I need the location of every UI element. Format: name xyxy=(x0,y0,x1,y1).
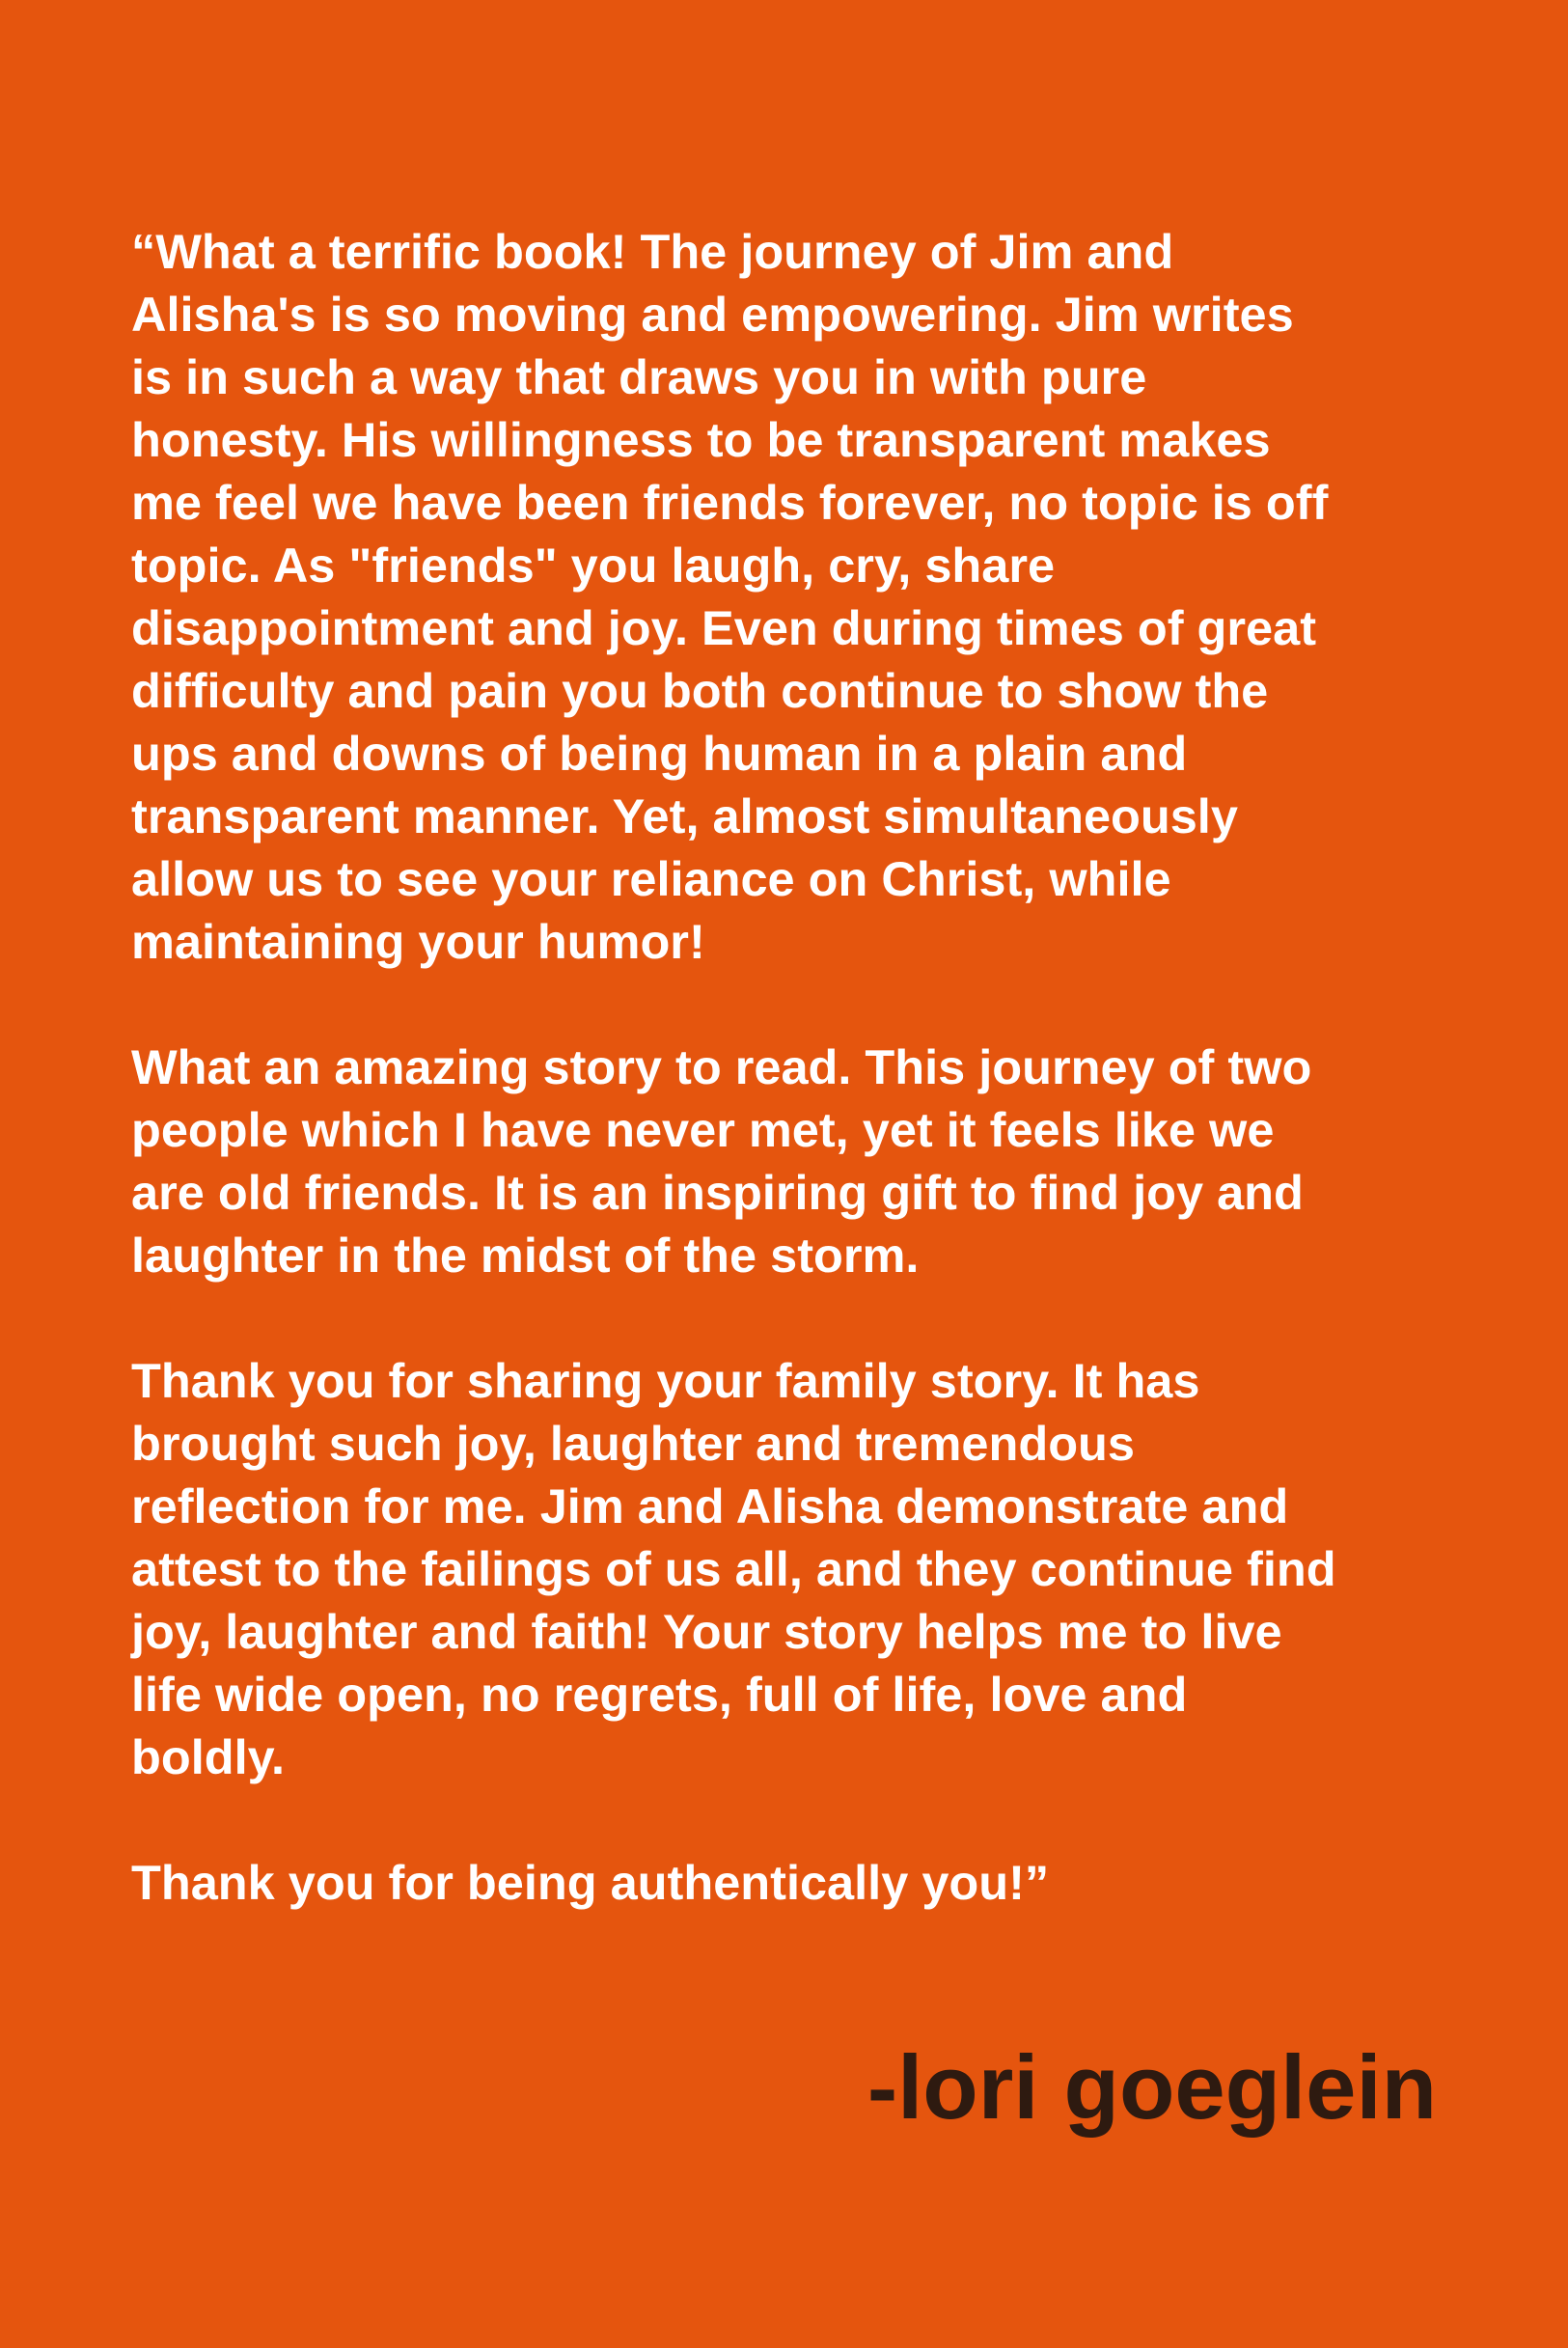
quote-line: joy, laughter and faith! Your story helps me to live xyxy=(131,1604,1282,1659)
attribution-author: -lori goeglein xyxy=(867,2036,1437,2138)
quote-line: life wide open, no regrets, full of life, love and xyxy=(131,1667,1188,1722)
quote-paragraph-4 xyxy=(131,1851,1482,1914)
quote-line: ups and downs of being human in a plain and xyxy=(131,726,1188,781)
quote-line: honesty. His willingness to be transparent makes xyxy=(131,412,1271,467)
quote-line: What an amazing story to read. This journey of two xyxy=(131,1039,1312,1094)
quote-line: maintaining your humor! xyxy=(131,914,705,969)
quote-line: reflection for me. Jim and Alisha demonstrate and xyxy=(131,1478,1289,1533)
quote-line: me feel we have been friends forever, no topic is off xyxy=(131,475,1329,530)
quote-paragraph-3 xyxy=(131,1349,1482,1788)
quote-line: attest to the failings of us all, and they continue find xyxy=(131,1541,1336,1596)
quote-line: “What a terrific book! The journey of Jim and xyxy=(131,224,1174,279)
quote-line: transparent manner. Yet, almost simultaneously xyxy=(131,788,1238,843)
quote-line: are old friends. It is an inspiring gift to find joy and xyxy=(131,1165,1304,1220)
quote-line: difficulty and pain you both continue to show the xyxy=(131,663,1269,718)
quote-line: allow us to see your reliance on Christ, while xyxy=(131,851,1171,906)
quote-line: boldly. xyxy=(131,1729,285,1784)
quote-line: Thank you for sharing your family story. It has xyxy=(131,1353,1200,1408)
quote-paragraph-2 xyxy=(131,1036,1482,1286)
quote-line: disappointment and joy. Even during times of great xyxy=(131,600,1317,655)
quote-line: people which I have never met, yet it feels like we xyxy=(131,1102,1275,1157)
quote-line: brought such joy, laughter and tremendous xyxy=(131,1416,1135,1471)
quote-line: Alisha's is so moving and empowering. Jim writes xyxy=(131,287,1294,342)
quote-line: laughter in the midst of the storm. xyxy=(131,1228,920,1283)
testimonial-quote xyxy=(131,220,1482,1914)
quote-line: topic. As "friends" you laugh, cry, share xyxy=(131,538,1056,593)
quote-line: is in such a way that draws you in with pure xyxy=(131,349,1147,404)
quote-line: Thank you for being authentically you!” xyxy=(131,1855,1050,1910)
quote-paragraph-1 xyxy=(131,220,1482,973)
